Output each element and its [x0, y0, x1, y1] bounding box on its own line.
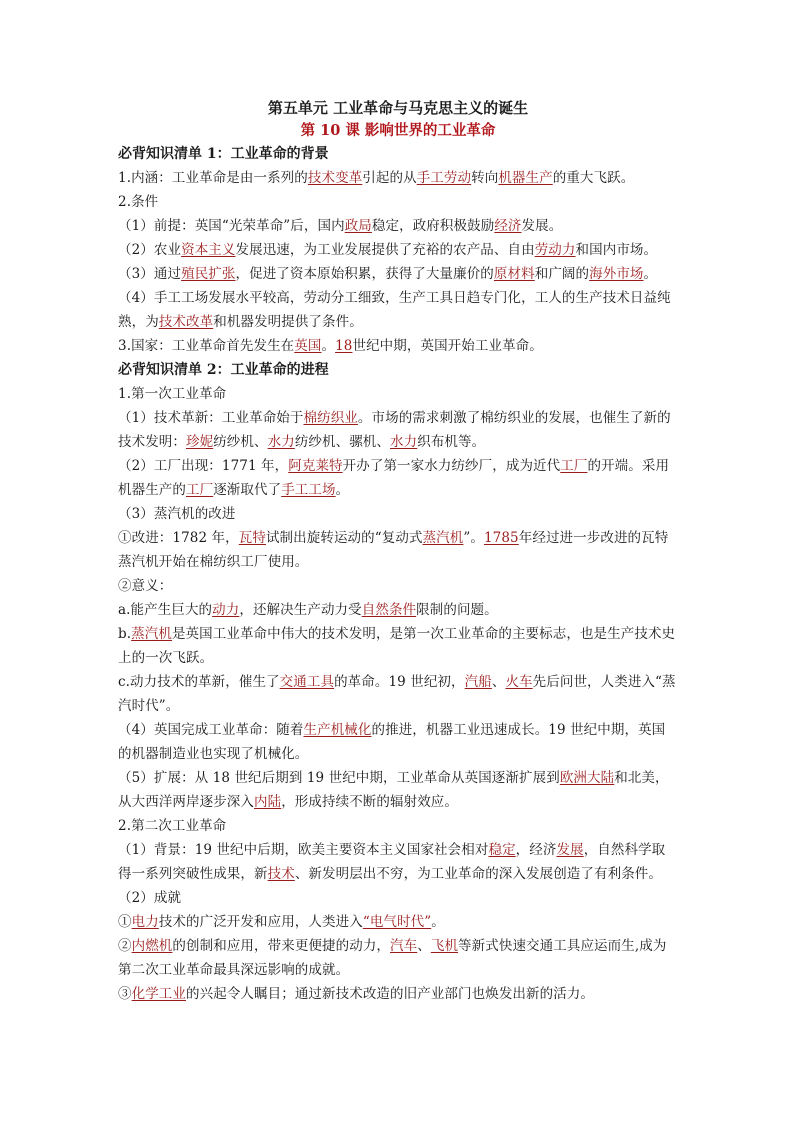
key-term: 汽车 — [390, 938, 418, 954]
paragraph-text: 年经过进一步改进的瓦特蒸汽机开始在棉纺织工厂使用。 — [118, 530, 669, 570]
paragraph-text: （2）农业 — [118, 242, 182, 258]
paragraph-text: （1）前提：英国“光荣革命”后，国内 — [118, 218, 345, 234]
key-term: 手工工场 — [281, 482, 336, 498]
key-term: 内陆 — [254, 794, 282, 810]
key-term: 珍妮 — [186, 434, 214, 450]
paragraph-text: 是英国工业革命中伟大的技术发明，是第一次工业革命的主要标志，也是生产技术史上的一次飞跃。 — [118, 626, 676, 666]
paragraph-text: 的重大飞跃。 — [552, 170, 635, 186]
key-term: 发展 — [556, 842, 584, 858]
key-term: 英国 — [294, 338, 322, 354]
paragraph-text: ，形成持续不断的辐射效应。 — [281, 794, 459, 810]
paragraph-text: 和机器发明提供了条件。 — [213, 314, 363, 330]
paragraph-text: 和国内市场。 — [575, 242, 658, 258]
paragraph-text: （4）英国完成工业革命：随着 — [118, 722, 304, 738]
paragraph-text: （1）背景：19 世纪中后期，欧美主要资本主义国家社会相对 — [118, 842, 489, 858]
paragraph-text: 。 — [431, 914, 445, 930]
paragraph-text: （3）蒸汽机的改进 — [118, 506, 236, 522]
key-term: 蒸汽机 — [131, 626, 172, 642]
section-heading: 必背知识清单 1：工业革命的背景 — [118, 146, 329, 162]
key-term: “电气时代” — [362, 914, 432, 930]
paragraph-text: 、 — [491, 674, 506, 690]
paragraph-text: ，自然科学取得一系列突破性成果，新 — [118, 842, 666, 882]
key-term: 工厂 — [560, 458, 588, 474]
paragraph-text: 1.第一次工业革命 — [118, 386, 227, 402]
paragraph — [118, 838, 678, 886]
paragraph-text: 、新发明层出不穷，为工业革命的深入发展创造了有利条件。 — [294, 866, 663, 882]
paragraph-text: 、 — [417, 938, 431, 954]
paragraph-text: 引起的从 — [362, 170, 417, 186]
paragraph-text: 先后问世，人类进入“蒸汽时代”。 — [118, 674, 676, 714]
key-term: 政局 — [344, 218, 372, 234]
key-term: 技术变革 — [307, 170, 363, 186]
paragraph-text: 发展。 — [521, 218, 563, 234]
section-heading: 必背知识清单 2：工业革命的进程 — [118, 362, 329, 378]
paragraph-text: （3）通过 — [118, 266, 182, 282]
key-term: 殖民扩张 — [181, 266, 236, 282]
paragraph-text: 开办了第一家水力纺纱厂，成为近代 — [342, 458, 561, 474]
paragraph-text: 逐渐取代了 — [213, 482, 282, 498]
key-term: 劳动力 — [534, 242, 576, 258]
paragraph-text: ① — [118, 914, 132, 930]
paragraph-text: a.能产生巨大的 — [118, 602, 213, 618]
paragraph-text: 的创制和应用，带来更便捷的动力， — [172, 938, 391, 954]
key-term: 原材料 — [493, 266, 535, 282]
paragraph-text: c.动力技术的革新，催生了 — [118, 674, 280, 690]
paragraph — [118, 814, 678, 838]
paragraph — [118, 574, 678, 598]
paragraph — [118, 190, 678, 214]
paragraph — [118, 454, 678, 502]
key-term: 欧洲大陆 — [559, 770, 615, 786]
key-term: 生产机械化 — [303, 722, 372, 738]
paragraph — [118, 886, 678, 910]
key-term: 技术 — [267, 866, 295, 882]
paragraph-text: b. — [118, 626, 132, 642]
paragraph-text: 2.条件 — [118, 194, 159, 210]
key-term: 水力 — [267, 434, 295, 450]
paragraph-text: （5）扩展：从 18 世纪后期到 19 世纪中期，工业革命从英国逐渐扩展到 — [118, 770, 560, 786]
key-term: 汽船 — [464, 674, 492, 690]
paragraph-text: ，促进了资本原始积累，获得了大量廉价的 — [235, 266, 494, 282]
key-term: 自然条件 — [361, 602, 417, 618]
key-term: 技术改革 — [158, 314, 214, 330]
key-term: 动力 — [212, 602, 240, 618]
paragraph-text: 稳定，政府积极鼓励 — [371, 218, 495, 234]
paragraph-text: ①改进：1782 年， — [118, 530, 239, 546]
unit-title: 第五单元 工业革命与马克思主义的诞生 — [267, 99, 529, 117]
paragraph-text: 1.内涵：工业革命是由一系列的 — [118, 170, 308, 186]
paragraph — [118, 214, 678, 238]
paragraph-text: 纺纱机、 — [213, 434, 268, 450]
key-term: 棉纺织业 — [303, 410, 358, 426]
key-term: 海外市场 — [589, 266, 644, 282]
paragraph-text: （1）技术革新：工业革命始于 — [118, 410, 304, 426]
key-term: 手工劳动 — [416, 170, 472, 186]
key-term: 机器生产 — [498, 170, 553, 186]
paragraph-text: ③ — [118, 986, 132, 1002]
paragraph-text: 的开端。采用机器生产的 — [118, 458, 670, 498]
paragraph — [118, 766, 678, 814]
key-term: 18 — [335, 338, 353, 354]
paragraph-text: ②意义： — [118, 578, 173, 594]
key-term: 化学工业 — [131, 986, 187, 1002]
paragraph-text: 。市场的需求刺激了棉纺织业的发展，也催生了新的技术发明： — [118, 410, 671, 450]
paragraph-text: ，还解决生产动力受 — [239, 602, 362, 618]
key-term: 瓦特 — [238, 530, 266, 546]
paragraph-text: 等新式快速交通工具应运而生,成为第二次工业革命最具深远影响的成就。 — [118, 938, 667, 978]
paragraph-text: 发展迅速，为工业发展提供了充裕的农产品、自由 — [235, 242, 535, 258]
lesson-title: 第 10 课 影响世界的工业革命 — [300, 122, 496, 139]
paragraph-text: 技术的广泛开发和应用，人类进入 — [158, 914, 363, 930]
key-term: 经济 — [494, 218, 522, 234]
paragraph — [118, 262, 678, 286]
paragraph-text: 。 — [335, 482, 350, 498]
paragraph — [118, 526, 678, 574]
key-term: 飞机 — [430, 938, 459, 954]
paragraph — [118, 334, 678, 358]
paragraph-text: 的兴起令人瞩目；通过新技术改造的旧产业部门也焕发出新的活力。 — [186, 986, 595, 1002]
paragraph — [118, 718, 678, 766]
paragraph-text: 限制的问题。 — [416, 602, 498, 618]
paragraph-text: 试制出旋转运动的“复动式 — [265, 530, 423, 546]
key-term: 工厂 — [186, 482, 214, 498]
paragraph-text: 2.第二次工业革命 — [118, 818, 227, 834]
paragraph-text: 的革命。19 世纪初， — [334, 674, 465, 690]
key-term: 阿克莱特 — [288, 458, 343, 474]
key-term: 电力 — [131, 914, 159, 930]
paragraph — [118, 670, 678, 718]
paragraph-text: 。 — [643, 266, 658, 282]
key-term: 水力 — [390, 434, 418, 450]
paragraph-text: （4）手工工场发展水平较高，劳动分工细致，生产工具日趋专门化，工人的生产技术日益纯熟，为 — [118, 290, 671, 330]
paragraph-text: 世纪中期，英国开始工业革命。 — [352, 338, 543, 354]
paragraph — [118, 598, 678, 622]
paragraph-text: ② — [118, 938, 132, 954]
paragraph-text: 织布机等。 — [417, 434, 486, 450]
paragraph — [118, 166, 678, 190]
paragraph-text: 。 — [321, 338, 336, 354]
key-term: 资本主义 — [181, 242, 236, 258]
paragraph-text: 纺纱机、骡机、 — [294, 434, 391, 450]
paragraph-text: 和北美，从大西洋两岸逐步深入 — [118, 770, 669, 810]
paragraph — [118, 910, 678, 934]
paragraph — [118, 982, 678, 1006]
paragraph — [118, 406, 678, 454]
document-body — [118, 142, 678, 1006]
paragraph-text: 和广阔的 — [534, 266, 590, 282]
paragraph-text: 3.国家：工业革命首先发生在 — [118, 338, 295, 354]
paragraph — [118, 622, 678, 670]
paragraph-text: ，经济 — [515, 842, 557, 858]
paragraph — [118, 238, 678, 262]
paragraph-text: （2）工厂出现：1771 年， — [118, 458, 289, 474]
key-term: 火车 — [505, 674, 533, 690]
paragraph-text: （2）成就 — [118, 890, 182, 906]
document-page — [118, 96, 678, 1006]
key-term: 蒸汽机 — [422, 530, 464, 546]
paragraph — [118, 382, 678, 406]
key-term: 稳定 — [488, 842, 516, 858]
paragraph-text: 转向 — [471, 170, 499, 186]
key-term: 1785 — [483, 530, 519, 546]
key-term: 内燃机 — [131, 938, 173, 954]
paragraph — [118, 286, 678, 334]
paragraph-text: 的推进，机器工业迅速成长。19 世纪中期，英国的机器制造业也实现了机械化。 — [118, 722, 666, 762]
paragraph-text: ”。 — [463, 530, 484, 546]
key-term: 交通工具 — [279, 674, 335, 690]
paragraph — [118, 934, 678, 982]
paragraph — [118, 502, 678, 526]
